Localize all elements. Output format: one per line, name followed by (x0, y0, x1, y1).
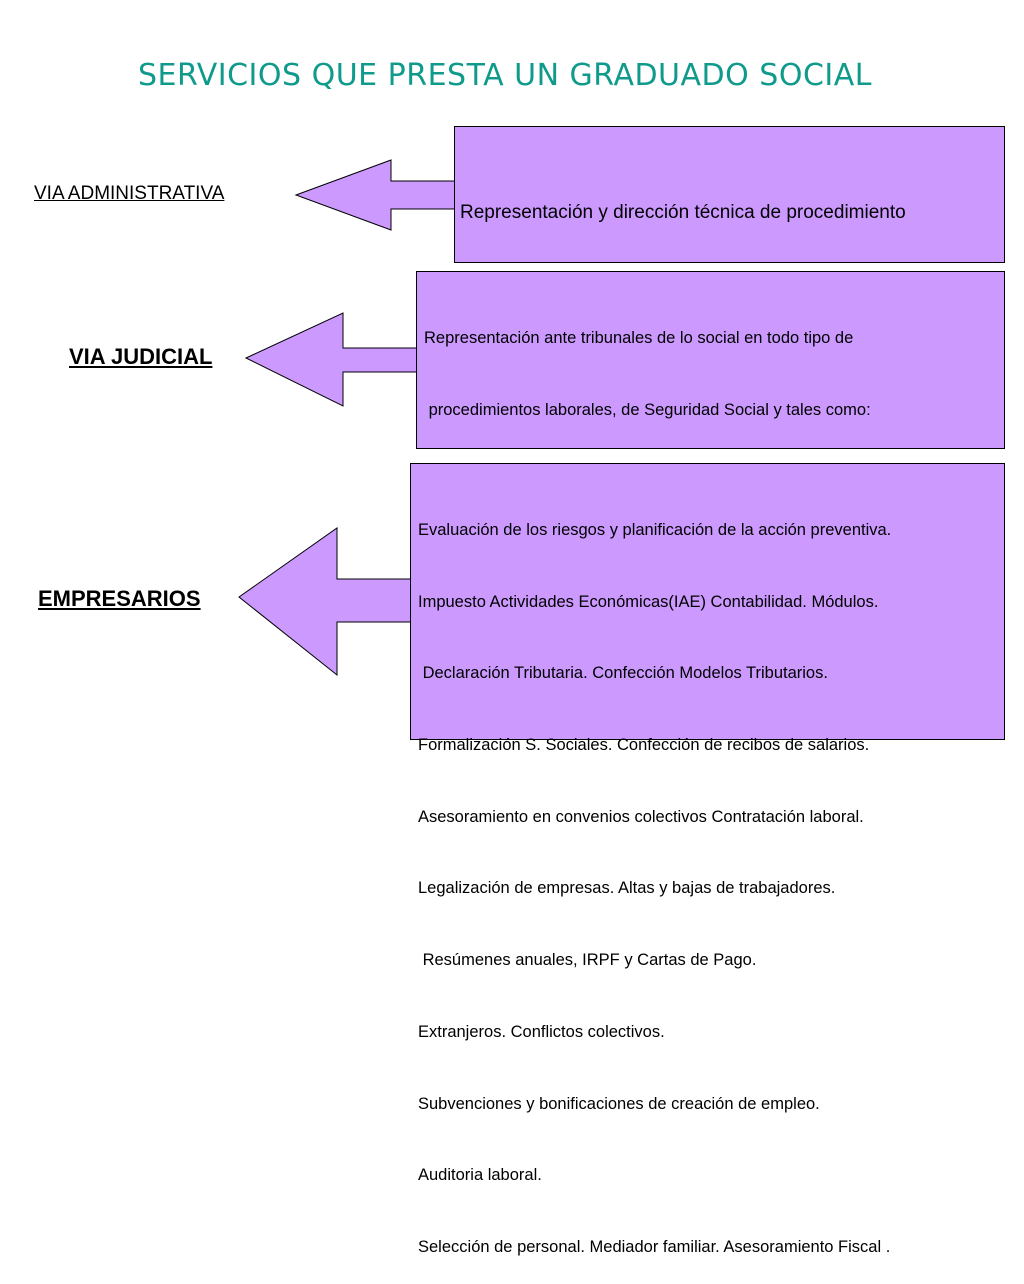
box-line: Impuesto Actividades Económicas(IAE) Contabilidad. Módulos. (418, 592, 879, 611)
box-line: Declaración Tributaria. Confección Modelos Tributarios. (418, 664, 828, 683)
label-empresarios: EMPRESARIOS (38, 586, 201, 611)
box-line: Representación ante tribunales de lo social en todo tipo de (424, 328, 854, 347)
box-via-administrativa (454, 126, 1005, 263)
label-via-administrativa: VIA ADMINISTRATIVA (34, 183, 225, 204)
box-line: Legalización de empresas. Altas y bajas de trabajadores. (418, 879, 836, 898)
box-line: Selección de personal. Mediador familiar. Asesoramiento Fiscal . (418, 1238, 891, 1256)
page-title: SERVICIOS QUE PRESTA UN GRADUADO SOCIAL (138, 58, 872, 93)
box-line: Auditoria laboral. (418, 1166, 542, 1185)
box-line: Representación y dirección técnica de procedimiento (460, 202, 906, 223)
arrow-via-judicial (246, 313, 417, 406)
label-via-judicial: VIA JUDICIAL (69, 344, 213, 369)
box-line: Formalización S. Sociales. Confección de recibos de salarios. (418, 735, 870, 754)
box-line: Extranjeros. Conflictos colectivos. (418, 1022, 665, 1041)
box-line: procedimientos laborales, de Seguridad Social y tales como: (424, 401, 871, 420)
box-empresarios (410, 463, 1005, 1256)
box-line: Evaluación de los riesgos y planificación de la acción preventiva. (418, 520, 892, 539)
box-via-judicial (416, 271, 1005, 449)
box-line: Subvenciones y bonificaciones de creación de empleo. (418, 1094, 820, 1113)
box-line: Resúmenes anuales, IRPF y Cartas de Pago. (418, 951, 757, 970)
box-line: Asesoramiento en convenios colectivos Contratación laboral. (418, 807, 864, 826)
arrow-via-administrativa (296, 160, 455, 230)
arrow-empresarios (239, 528, 411, 675)
